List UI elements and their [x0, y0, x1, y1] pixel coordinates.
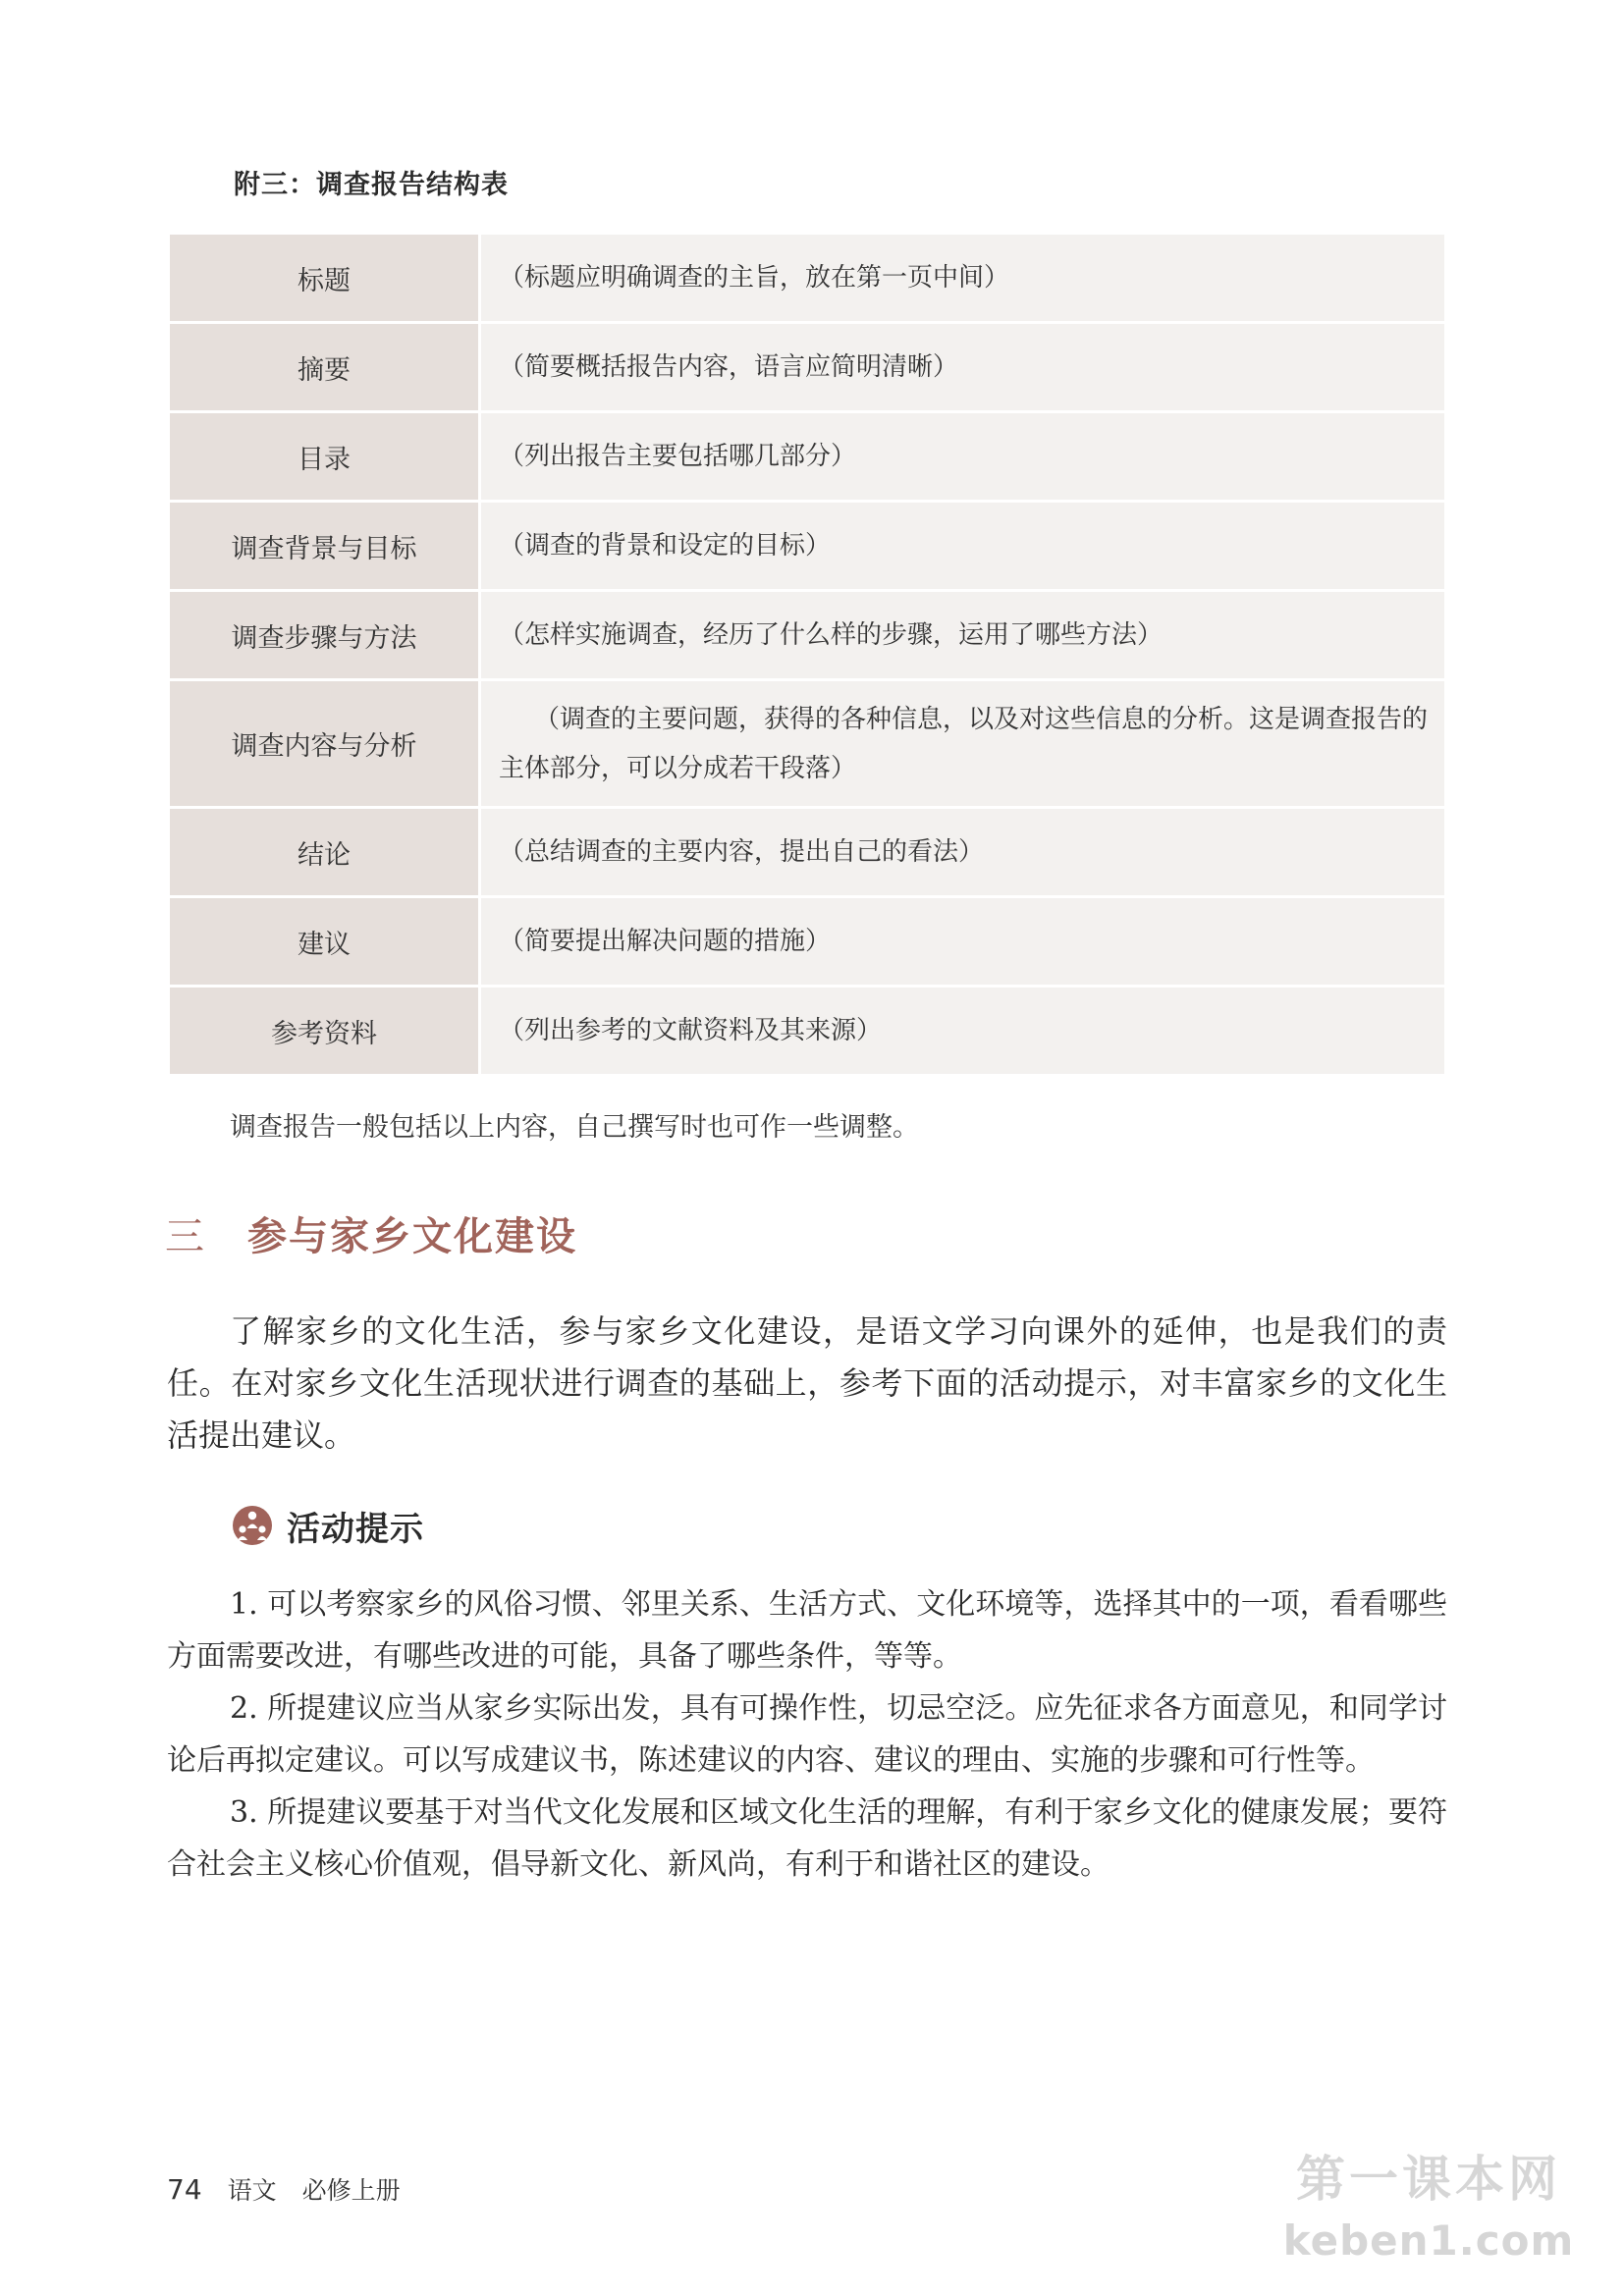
table-row	[169, 808, 1446, 897]
activity-title: 活动提示	[287, 1509, 424, 1549]
table-row	[169, 502, 1446, 591]
table-row	[169, 323, 1446, 412]
row-description: （调查的主要问题，获得的各种信息，以及对这些信息的分析。这是调查报告的主体部分，可以分成若干段落）	[480, 680, 1446, 808]
table-row	[169, 591, 1446, 680]
row-label: 参考资料	[169, 987, 480, 1076]
watermark-text: 第一课本网	[1296, 2151, 1561, 2208]
row-description: （简要概括报告内容，语言应简明清晰）	[480, 323, 1446, 412]
table-row	[169, 412, 1446, 502]
table-row	[169, 897, 1446, 987]
row-description: （标题应明确调查的主旨，放在第一页中间）	[480, 234, 1446, 323]
section-number: 三	[165, 1214, 206, 1259]
row-label: 调查步骤与方法	[169, 591, 480, 680]
table-row	[169, 987, 1446, 1076]
page-footer	[167, 2171, 401, 2207]
table-row	[169, 234, 1446, 323]
row-description: （列出参考的文献资料及其来源）	[480, 987, 1446, 1076]
row-label: 建议	[169, 897, 480, 987]
row-description: （列出报告主要包括哪几部分）	[480, 412, 1446, 502]
table-row	[169, 680, 1446, 808]
report-structure-table	[167, 232, 1447, 1077]
table-note: 调查报告一般包括以上内容，自己撰写时也可作一些调整。	[230, 1112, 919, 1143]
row-description: （总结调查的主要内容，提出自己的看法）	[480, 808, 1446, 897]
activity-header	[232, 1502, 424, 1549]
row-description: （调查的背景和设定的目标）	[480, 502, 1446, 591]
row-label: 目录	[169, 412, 480, 502]
row-label: 调查内容与分析	[169, 680, 480, 808]
book-volume: 必修上册	[301, 2176, 401, 2205]
row-description: （简要提出解决问题的措施）	[480, 897, 1446, 987]
book-title: 语文	[227, 2176, 277, 2205]
appendix-title: 附三：调查报告结构表	[234, 170, 509, 200]
watermark	[1281, 2140, 1576, 2265]
list-item: 2. 所提建议应当从家乡实际出发，具有可操作性，切忌空泛。应先征求各方面意见，和同学讨论后再拟定建议。可以写成建议书，陈述建议的内容、建议的理由、实施的步骤和可行性等。	[167, 1691, 1447, 1778]
page-number: 74	[167, 2173, 202, 2206]
row-description: （怎样实施调查，经历了什么样的步骤，运用了哪些方法）	[480, 591, 1446, 680]
activity-tips	[167, 1578, 1447, 1891]
list-item: 1. 可以考察家乡的风俗习惯、邻里关系、生活方式、文化环境等，选择其中的一项，看看哪些方面需要改进，有哪些改进的可能，具备了哪些条件，等等。	[167, 1587, 1447, 1674]
row-label: 调查背景与目标	[169, 502, 480, 591]
people-group-icon	[232, 1505, 273, 1546]
section-heading	[165, 1205, 577, 1261]
row-label: 结论	[169, 808, 480, 897]
watermark-url: keben1.com	[1282, 2216, 1575, 2265]
section-intro: 了解家乡的文化生活，参与家乡文化建设，是语文学习向课外的延伸，也是我们的责任。在对家乡文化生活现状进行调查的基础上，参考下面的活动提示，对丰富家乡的文化生活提出建议。	[167, 1312, 1447, 1454]
row-label: 摘要	[169, 323, 480, 412]
section-title: 参与家乡文化建设	[247, 1213, 577, 1259]
list-item: 3. 所提建议要基于对当代文化发展和区域文化生活的理解，有利于家乡文化的健康发展；要符合社会主义核心价值观，倡导新文化、新风尚，有利于和谐社区的建设。	[167, 1795, 1447, 1882]
row-label: 标题	[169, 234, 480, 323]
